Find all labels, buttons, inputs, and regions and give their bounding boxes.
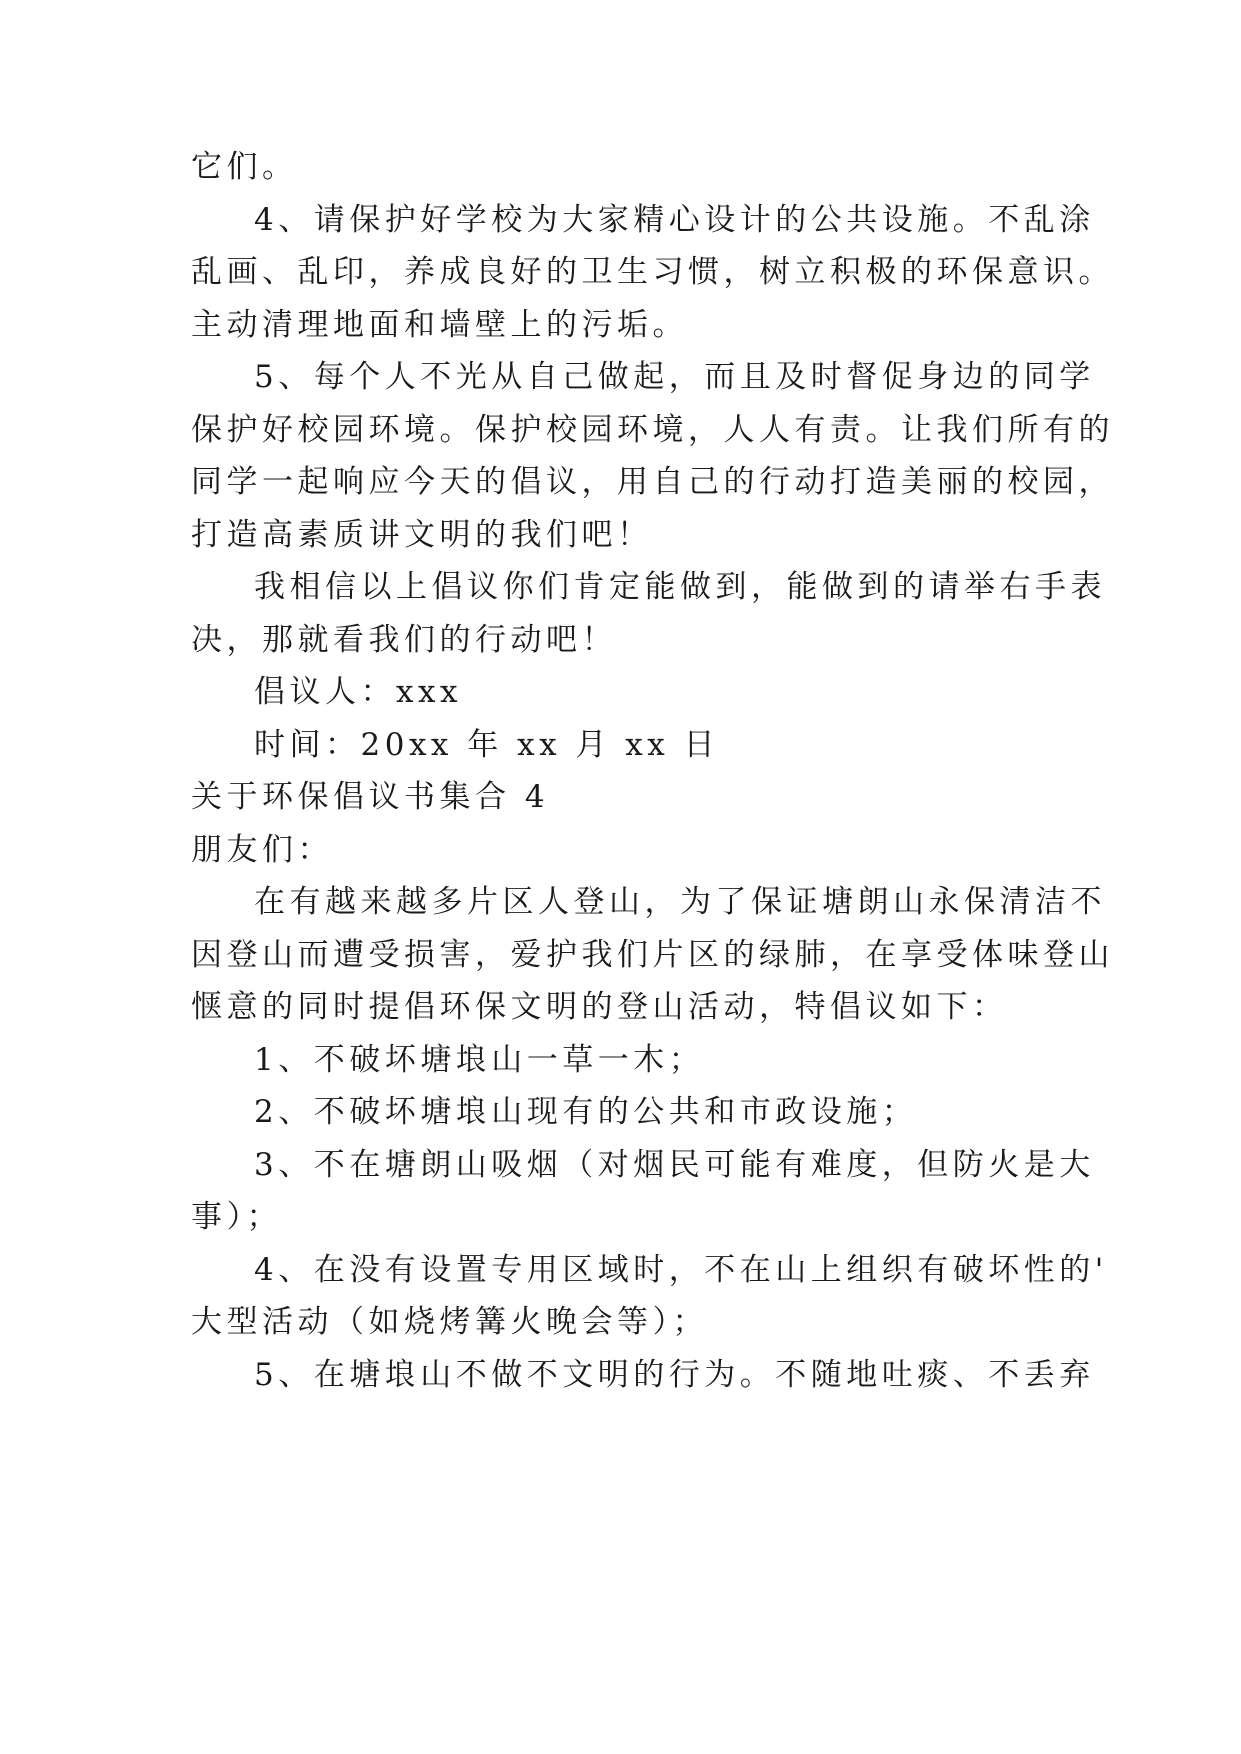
text-line: 大型活动（如烧烤篝火晚会等）； [191, 1304, 708, 1340]
text-line: 因登山而遭受损害，爱护我们片区的绿肺，在享受体味登山 [191, 937, 1114, 973]
list-item: 2、不破坏塘埌山现有的公共和市政设施； [254, 1094, 918, 1130]
text-line: 同学一起响应今天的倡议，用自己的行动打造美丽的校园， [191, 464, 1114, 500]
text-line: 惬意的同时提倡环保文明的登山活动，特倡议如下： [191, 989, 1008, 1025]
date-line: 时间：20xx 年 xx 月 xx 日 [254, 727, 720, 763]
text-line: 事）； [191, 1199, 282, 1235]
text-line: 5、每个人不光从自己做起，而且及时督促身边的同学 [254, 359, 1095, 395]
text-line: 我相信以上倡议你们肯定能做到，能做到的请举右手表 [254, 569, 1106, 605]
text-line: 乱画、乱印，养成良好的卫生习惯，树立积极的环保意识。 [191, 254, 1114, 290]
text-line: 保护好校园环境。保护校园环境，人人有责。让我们所有的 [191, 412, 1114, 448]
list-item: 1、不破坏塘埌山一草一木； [254, 1042, 705, 1078]
text-line: 它们。 [191, 149, 298, 185]
list-item: 5、在塘埌山不做不文明的行为。不随地吐痰、不丢弃 [254, 1357, 1095, 1393]
signer-line: 倡议人：xxx [254, 674, 462, 710]
list-item: 4、在没有设置专用区域时，不在山上组织有破坏性的' [254, 1252, 1108, 1288]
text-line: 在有越来越多片区人登山，为了保证塘朗山永保清洁不 [254, 884, 1106, 920]
text-line: 打造高素质讲文明的我们吧！ [191, 517, 653, 553]
section-title: 关于环保倡议书集合 4 [191, 779, 550, 815]
text-line: 决，那就看我们的行动吧！ [191, 622, 617, 658]
list-item: 3、不在塘朗山吸烟（对烟民可能有难度，但防火是大 [254, 1147, 1095, 1183]
salutation: 朋友们： [191, 832, 333, 868]
text-line: 4、请保护好学校为大家精心设计的公共设施。不乱涂 [254, 202, 1095, 238]
text-line: 主动清理地面和墙壁上的污垢。 [191, 307, 688, 343]
